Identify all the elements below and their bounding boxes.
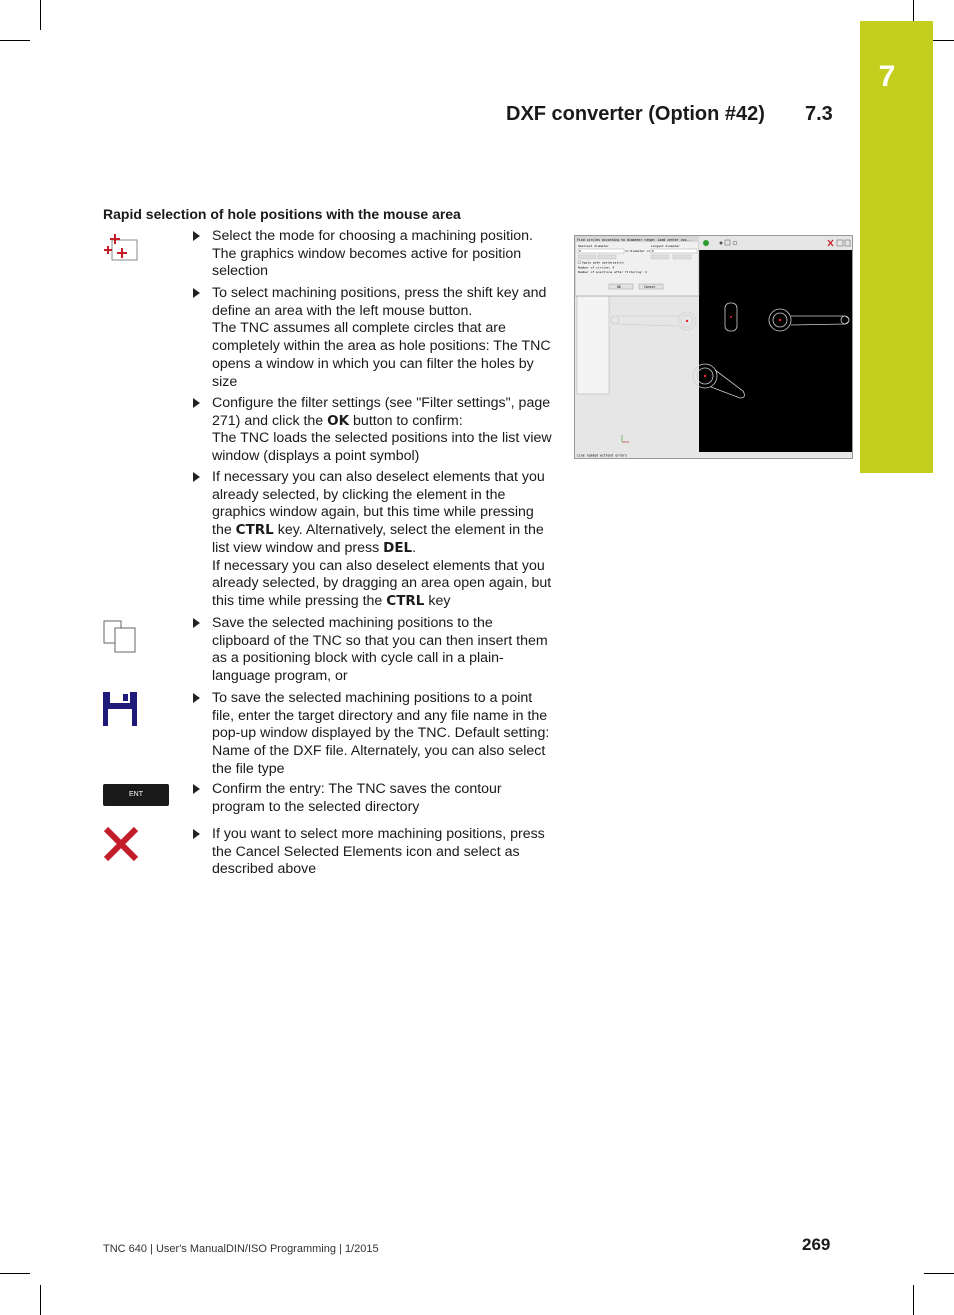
key-ok: OK [327,412,350,429]
step-text: Confirm the entry: The TNC saves the contour program to the selected directory [212,781,502,815]
filtered-count: Number of positions after filtering: 4 [578,270,647,274]
step-text-part: button to confirm: The TNC loads the selected positions into the list view window (displays a point symbol) [212,412,552,465]
bullet-arrow-icon [193,231,200,241]
largest-value: 0 [652,249,654,254]
step-text-part: . If necessary you can also deselect elements that you already selected, by dragging an area open again, but this time while pressing the [212,539,552,609]
bullet-arrow-icon [193,829,200,839]
footer-text: TNC 640 | User's ManualDIN/ISO Programming | 1/2015 [103,1243,379,1255]
key-ctrl: CTRL [235,522,274,539]
step-text: To select machining positions, press the shift key and define an area with the left mouse button. The TNC assumes all complete circles that are completely within the area as hole positions: The TNC opens a window in which you can filter the holes by size [212,285,551,390]
bullet-arrow-icon [193,784,200,794]
smallest-label: Smallest diameter [578,244,609,248]
key-ctrl: CTRL [386,592,425,609]
save-icon [103,692,139,726]
diameter-label: <= Diameter <= [625,249,651,254]
clipboard-icon [103,620,139,654]
bullet-arrow-icon [193,618,200,628]
crop-mark [913,1285,914,1315]
page-header-title: DXF converter (Option #42) [506,103,765,125]
ent-key[interactable]: ENT [103,784,169,806]
status-text: Line loaded without errors [577,453,627,458]
smallest-field[interactable] [578,249,624,253]
step-text-part: Configure the filter settings (see "Filter settings", page 271) and click the [212,395,551,429]
dxf-screenshot-graphic [575,236,852,458]
crop-mark [924,1273,954,1274]
crop-mark [40,1285,41,1315]
crop-mark [933,40,954,41]
step-confirm [193,781,553,816]
step-deselect [193,469,553,611]
section-heading: Rapid selection of hole positions with the mouse area [103,206,461,222]
step-define-area [193,285,553,391]
crop-mark [0,1273,30,1274]
circle-count: Number of circles: 4 [578,265,615,270]
bullet-arrow-icon [193,472,200,482]
dxf-converter-screenshot [574,235,853,459]
largest-label: Largest diameter [651,244,680,248]
step-text [212,395,553,466]
crop-mark [913,0,914,21]
dialog-title: Find circles according to diameter range: Load center coo... [577,238,693,242]
select-area-icon [103,233,139,265]
step-text [212,469,553,611]
bullet-arrow-icon [193,398,200,408]
dialog-ok-button[interactable] [609,284,633,289]
bullet-arrow-icon [193,288,200,298]
step-text: Save the selected machining positions to the clipboard of the TNC so that you can then insert them as a positioning block with cycle call in a plain-language program, or [212,615,548,685]
bullet-arrow-icon [193,693,200,703]
step-select-mode [193,228,553,281]
step-text-part: key [424,592,451,609]
crop-mark [0,40,30,41]
chapter-number: 7 [878,60,896,93]
largest-field[interactable] [651,249,697,253]
path-optimization-checkbox[interactable] [578,261,581,264]
step-text-part: If necessary you can also deselect elements that you already selected, by clicking the element in the graphics window again, but this time while pressing the [212,469,545,539]
step-cancel [193,826,553,879]
dialog-ok-label: OK [617,284,621,289]
key-del: DEL [383,539,413,556]
page-number: 269 [802,1235,831,1254]
cancel-selection-icon [103,826,139,862]
path-optimization-label: Apply path optimization [582,260,624,265]
smallest-value: 0 [579,249,581,254]
step-filter-settings [193,395,553,466]
step-text: If you want to select more machining positions, press the Cancel Selected Elements icon and select as described above [212,826,545,878]
step-text-part: key. Alternatively, select the element in the list view window and press [212,522,544,556]
page-header-section: 7.3 [805,103,833,125]
step-text: Select the mode for choosing a machining position. The graphics window becomes active for position selection [212,228,533,280]
dialog-cancel-label: Cancel [644,284,656,289]
step-clipboard [193,615,553,686]
crop-mark [40,0,41,30]
step-save-file [193,690,553,779]
step-text: To save the selected machining positions to a point file, enter the target directory and any file name in the pop-up window displayed by the TNC. Default setting: Name of the DXF file. Alternately, you can also select the file type [212,690,550,777]
